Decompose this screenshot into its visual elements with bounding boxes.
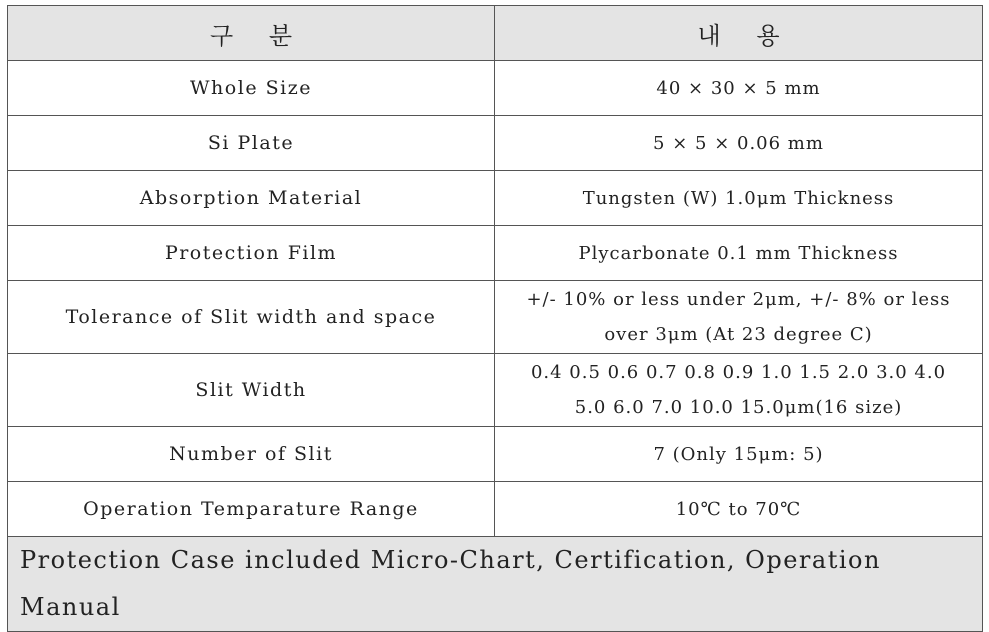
table-row	[8, 171, 983, 226]
table-row	[8, 482, 983, 537]
row-label-absorption-material: Absorption Material	[8, 171, 495, 226]
row-value-operation-temperature: 10℃ to 70℃	[495, 482, 983, 537]
row-value-tolerance	[495, 281, 983, 354]
row-label-whole-size: Whole Size	[8, 61, 495, 116]
footer-note: Protection Case included Micro-Chart, Certification, Operation Manual	[8, 537, 983, 632]
table-footer-row	[8, 537, 983, 632]
row-value-absorption-material: Tungsten (W) 1.0μm Thickness	[495, 171, 983, 226]
slit-width-line-1: 0.4 0.5 0.6 0.7 0.8 0.9 1.0 1.5 2.0 3.0 4.0	[530, 362, 947, 383]
row-label-protection-film: Protection Film	[8, 226, 495, 281]
row-value-slit-width	[495, 354, 983, 427]
specification-table	[7, 5, 983, 632]
table-row	[8, 61, 983, 116]
row-label-slit-width: Slit Width	[8, 354, 495, 427]
header-content: 내 용	[495, 6, 983, 61]
row-label-number-of-slit: Number of Slit	[8, 427, 495, 482]
header-category: 구 분	[8, 6, 495, 61]
table-row	[8, 281, 983, 354]
table-row	[8, 354, 983, 427]
table-header-row	[8, 6, 983, 61]
tolerance-line-1: +/- 10% or less under 2μm, +/- 8% or less	[526, 289, 951, 310]
row-label-operation-temperature: Operation Temparature Range	[8, 482, 495, 537]
row-label-tolerance: Tolerance of Slit width and space	[8, 281, 495, 354]
slit-width-line-2: 5.0 6.0 7.0 10.0 15.0μm(16 size)	[574, 397, 903, 418]
row-value-number-of-slit: 7 (Only 15μm: 5)	[495, 427, 983, 482]
table-row	[8, 427, 983, 482]
row-value-protection-film: Plycarbonate 0.1 mm Thickness	[495, 226, 983, 281]
table-row	[8, 116, 983, 171]
tolerance-line-2: over 3μm (At 23 degree C)	[604, 324, 873, 345]
table-row	[8, 226, 983, 281]
row-value-whole-size: 40 × 30 × 5 mm	[495, 61, 983, 116]
row-label-si-plate: Si Plate	[8, 116, 495, 171]
row-value-si-plate: 5 × 5 × 0.06 mm	[495, 116, 983, 171]
